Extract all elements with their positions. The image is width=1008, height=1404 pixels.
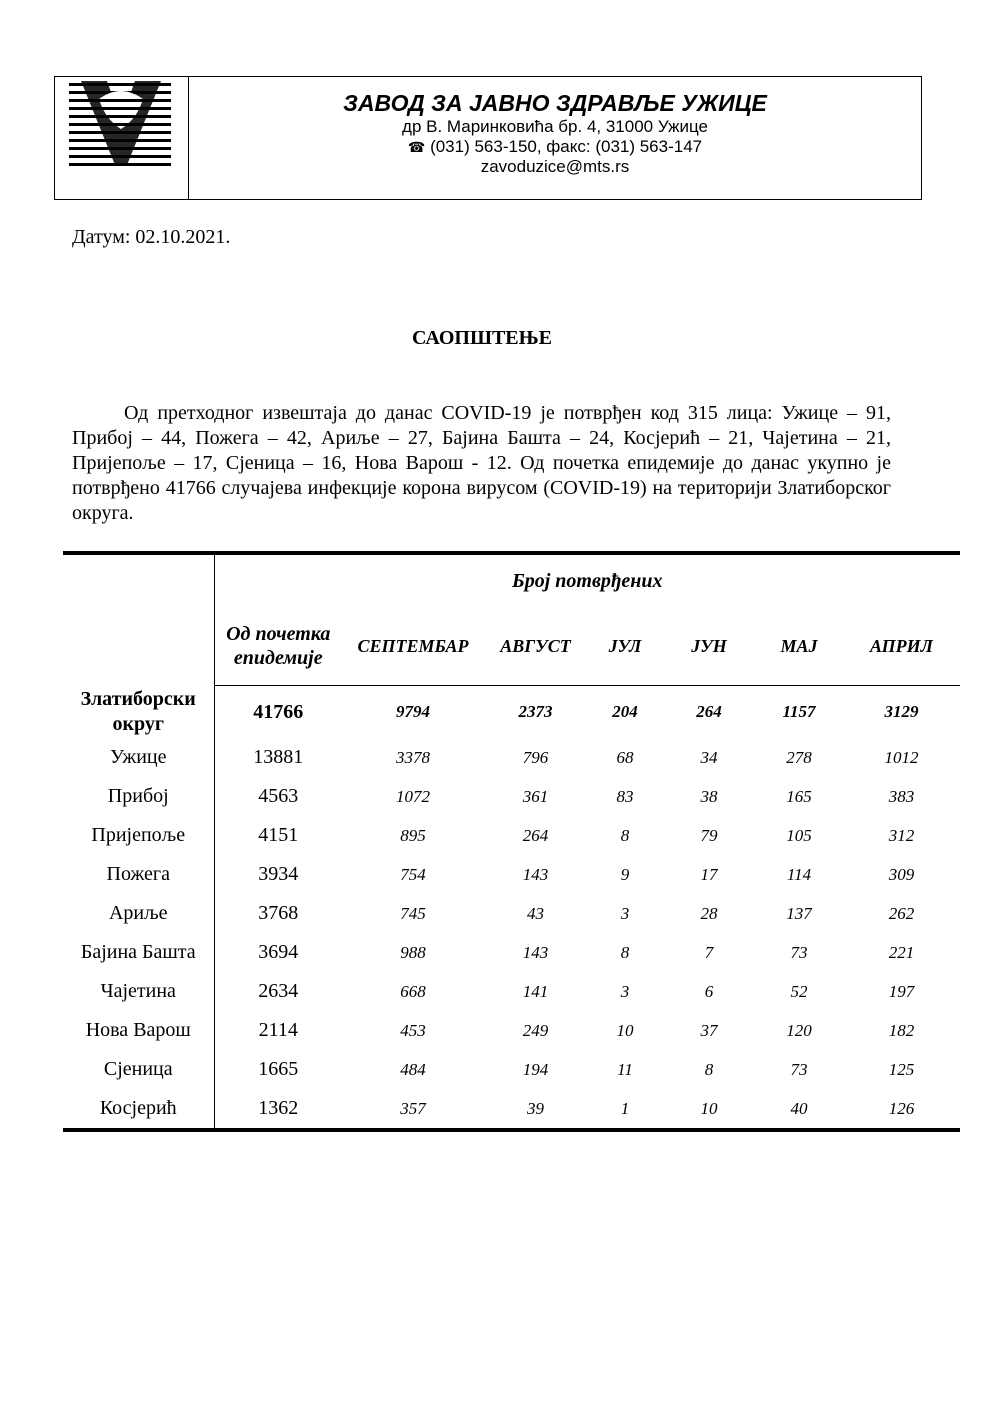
region-name: Ариље	[63, 894, 214, 933]
monthly-cases-cell: 8	[704, 1059, 714, 1079]
table-row	[63, 1011, 960, 1050]
monthly-cases-cell: 895	[400, 825, 426, 845]
monthly-cases-cell: 1072	[396, 786, 430, 806]
organization-info	[189, 77, 921, 199]
monthly-cases-cell: 745	[400, 903, 426, 923]
monthly-cases-cell: 3129	[884, 702, 919, 721]
table-row	[63, 855, 960, 894]
total-cases-cell: 4563	[258, 785, 299, 807]
column-header: СЕПТЕМБАР	[342, 607, 484, 686]
table-row	[63, 1050, 960, 1089]
monthly-cases-cell: 1	[587, 1089, 663, 1130]
monthly-cases-cell: 137	[786, 903, 812, 923]
monthly-cases-cell: 68	[616, 747, 634, 767]
monthly-cases-cell: 40	[755, 1089, 843, 1130]
total-cases-cell: 1362	[214, 1089, 342, 1130]
region-name: Чајетина	[63, 972, 214, 1011]
monthly-cases-cell: 988	[400, 942, 426, 962]
monthly-cases-cell: 754	[400, 864, 426, 884]
monthly-cases-cell: 11	[617, 1059, 633, 1079]
monthly-cases-cell: 126	[843, 1089, 960, 1130]
total-cases-cell: 2634	[258, 980, 299, 1002]
total-cases-cell: 1665	[258, 1058, 299, 1080]
monthly-cases-cell: 453	[400, 1020, 426, 1040]
monthly-cases-cell: 6	[704, 981, 714, 1001]
region-name: Сјеница	[63, 1050, 214, 1089]
monthly-cases-cell: 73	[790, 942, 808, 962]
monthly-cases-cell: 143	[522, 942, 549, 962]
monthly-cases-cell: 38	[700, 786, 718, 806]
announcement-paragraph: Од претходног извештаја до данас COVID-19 је потврђен код 315 лица: Ужице – 91, Прибој – 44, Пожега – 42, Ариље – 27, Бајина Башта – 24, Косјерић – 21, Чајетина – 21, Пријепоље – 17, Сјеница – 16, Нова Варош - 12. Од почетка епидемије до данас укупно је потврђено 41766 случајева инфекције корона вирусом (COVID-19) на територији Златиборског округа.	[72, 402, 891, 524]
column-header: ЈУН	[663, 607, 755, 686]
monthly-cases-cell: 37	[700, 1020, 718, 1040]
monthly-cases-cell: 309	[888, 864, 915, 884]
phone-text: (031) 563-150, факс: (031) 563-147	[430, 137, 703, 156]
table-row	[63, 777, 960, 816]
monthly-cases-cell: 383	[888, 786, 915, 806]
monthly-cases-cell: 2373	[518, 702, 553, 721]
monthly-cases-cell: 165	[786, 786, 812, 806]
monthly-cases-cell: 264	[522, 825, 549, 845]
monthly-cases-cell: 1012	[884, 747, 919, 767]
monthly-cases-cell: 3378	[396, 747, 430, 767]
total-row	[63, 686, 960, 739]
total-cases-cell: 13881	[253, 746, 304, 768]
monthly-cases-cell: 197	[888, 981, 915, 1001]
monthly-cases-cell: 312	[888, 825, 915, 845]
total-cases-cell: 2114	[258, 1019, 298, 1041]
organization-phone	[189, 137, 921, 157]
monthly-cases-cell: 182	[888, 1020, 915, 1040]
monthly-cases-cell: 141	[522, 981, 549, 1001]
region-header-cell	[63, 553, 214, 686]
group-header: Број потврђених	[214, 553, 960, 607]
cases-table	[63, 551, 960, 1132]
monthly-cases-cell: 249	[522, 1020, 549, 1040]
monthly-cases-cell: 105	[786, 825, 812, 845]
monthly-cases-cell: 143	[522, 864, 549, 884]
region-name: Нова Варош	[63, 1011, 214, 1050]
region-name: Бајина Башта	[63, 933, 214, 972]
monthly-cases-cell: 17	[700, 864, 718, 884]
document-title: САОПШТЕЊЕ	[411, 327, 553, 349]
monthly-cases-cell: 10	[616, 1020, 634, 1040]
region-name: Пожега	[63, 855, 214, 894]
organization-address: др В. Маринковића бр. 4, 31000 Ужице	[402, 117, 708, 136]
total-cases-cell: 3694	[258, 941, 299, 963]
table-row	[63, 894, 960, 933]
monthly-cases-cell: 9794	[396, 702, 430, 721]
monthly-cases-cell: 8	[620, 825, 630, 845]
monthly-cases-cell: 264	[696, 702, 722, 721]
column-header: АВГУСТ	[484, 607, 587, 686]
monthly-cases-cell: 8	[620, 942, 630, 962]
column-header: ЈУЛ	[587, 607, 663, 686]
monthly-cases-cell: 484	[400, 1059, 426, 1079]
monthly-cases-cell: 668	[400, 981, 426, 1001]
column-header: МАЈ	[755, 607, 843, 686]
monthly-cases-cell: 79	[700, 825, 718, 845]
monthly-cases-cell: 10	[663, 1089, 755, 1130]
region-name: Златиборски округ	[63, 686, 214, 739]
monthly-cases-cell: 73	[790, 1059, 808, 1079]
monthly-cases-cell: 125	[888, 1059, 915, 1079]
monthly-cases-cell: 28	[700, 903, 718, 923]
monthly-cases-cell: 262	[888, 903, 915, 923]
column-header: АПРИЛ	[843, 607, 960, 686]
monthly-cases-cell: 43	[527, 903, 544, 923]
monthly-cases-cell: 221	[888, 942, 915, 962]
monthly-cases-cell: 34	[700, 747, 718, 767]
monthly-cases-cell: 120	[786, 1020, 812, 1040]
total-cases-cell: 3768	[258, 902, 299, 924]
letterhead	[54, 76, 922, 200]
document-date: Датум: 02.10.2021.	[72, 226, 231, 248]
table-row	[63, 738, 960, 777]
monthly-cases-cell: 52	[790, 981, 808, 1001]
total-cases-cell: 41766	[253, 700, 304, 723]
monthly-cases-cell: 3	[620, 981, 630, 1001]
monthly-cases-cell: 83	[616, 786, 634, 806]
region-name: Пријепоље	[63, 816, 214, 855]
monthly-cases-cell: 3	[620, 903, 630, 923]
organization-email: zavoduzice@mts.rs	[480, 157, 630, 176]
table-row	[63, 816, 960, 855]
monthly-cases-cell: 278	[786, 747, 812, 767]
monthly-cases-cell: 114	[786, 864, 812, 884]
institute-logo-icon	[67, 79, 175, 169]
table-row	[63, 972, 960, 1011]
monthly-cases-cell: 194	[522, 1059, 549, 1079]
logo-cell	[55, 77, 189, 199]
region-name: Ужице	[63, 738, 214, 777]
total-cases-cell: 4151	[258, 824, 299, 846]
column-header: Од почетка епидемије	[214, 607, 342, 686]
monthly-cases-cell: 357	[342, 1089, 484, 1130]
region-name: Прибој	[63, 777, 214, 816]
total-cases-cell: 3934	[258, 863, 299, 885]
monthly-cases-cell: 204	[612, 702, 638, 721]
table-row	[63, 1089, 960, 1130]
cases-table-wrapper	[63, 551, 960, 1132]
organization-name: ЗАВОД ЗА ЈАВНО ЗДРАВЉЕ УЖИЦЕ	[343, 90, 767, 116]
monthly-cases-cell: 796	[522, 747, 549, 767]
region-name: Косјерић	[63, 1089, 214, 1130]
monthly-cases-cell: 7	[704, 942, 714, 962]
monthly-cases-cell: 1157	[782, 702, 816, 721]
table-row	[63, 933, 960, 972]
monthly-cases-cell: 9	[620, 864, 630, 884]
phone-icon: ☎	[407, 139, 426, 155]
monthly-cases-cell: 39	[484, 1089, 587, 1130]
monthly-cases-cell: 361	[522, 786, 549, 806]
